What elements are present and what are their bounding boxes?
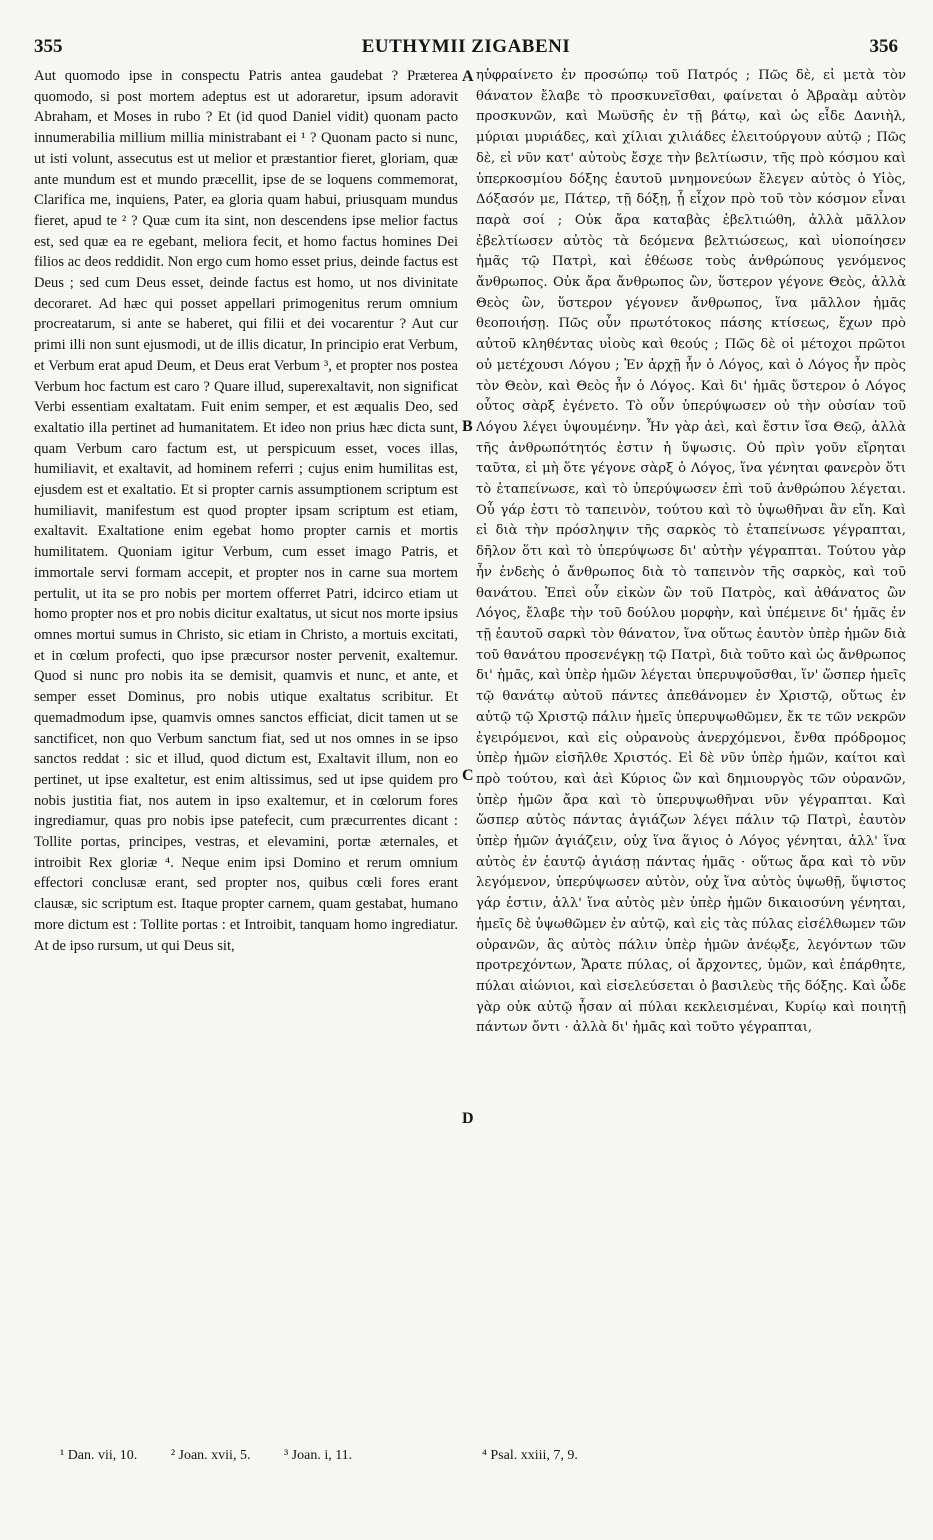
section-marker-c: C (462, 767, 474, 784)
latin-column (34, 66, 458, 1436)
footnote-3: ³ Joan. i, 11. (283, 1448, 353, 1463)
page-number-left: 355 (34, 36, 63, 57)
greek-paragraph: ηὐφραίνετο ἐν προσώπῳ τοῦ Πατρός ; Πῶς δὲ, εἰ μετὰ τὸν θάνατον ἔλαβε τὸ προσκυνεῖσθαι, φαίνεται ὁ Ἀβραὰμ αὐτὸν προσκυνῶν, καὶ Μωϋσῆς ἐν τῇ βάτῳ, καὶ ὡς εἶδε Δανιὴλ, μύριαι μυριάδες, καὶ χίλιαι χιλιάδες ἐλειτούργουν αὐτῷ ; Πῶς δὲ, εἰ νῦν κατ' αὐτοὺς ἔσχε τὴν βελτίωσιν, τῆς πρὸ κόσμου καὶ ὑπερκοσμίου δόξης ἑαυτοῦ μνημονεύων ἔλεγεν αὐτὸς ὁ Υἱὸς, Δόξασόν με, Πάτερ, τῇ δόξῃ, ᾗ εἶχον πρὸ τοῦ τὸν κόσμον εἶναι παρὰ σοί ; Οὐκ ἄρα καταβὰς ἐβελτιώθη, ἀλλὰ μᾶλλον ἐβελτίωσεν αὐτὸς τὰ δεόμενα βελτιώσεως, καὶ υἱοποίησεν ἡμᾶς τῷ Πατρὶ, καὶ ἐθέωσε τοὺς ἀνθρώπους γενόμενος ἄνθρωπος. Οὐκ ἄρα ἄνθρωπος ὢν, ὕστερον γέγονε Θεὸς, ἀλλὰ Θεὸς ὢν, ὕστερον γέγονεν ἄνθρωπος, ἵνα μᾶλλον ἡμᾶς θεοποιήσῃ. Πῶς οὖν πρωτότοκος πάσης κτίσεως, ἔχων πρὸ αὐτοῦ κληθέντας υἱοὺς καὶ θεούς ; Πῶς δὲ οἱ μέτοχοι πρῶτοι οὐ μετέχουσι Λόγου ; Ἐν ἀρχῇ ἦν ὁ Λόγος, καὶ ὁ Λόγος ἦν πρὸς τὸν Θεὸν, καὶ Θεὸς ἦν ὁ Λόγος. Καὶ δι' ἡμᾶς ὕστερον ὁ Λόγος οὗτος σὰρξ ἐγένετο. Τὸ οὖν ὑπερύψωσεν οὐ τὴν οὐσίαν τοῦ Λόγου λέγει ὑψουμένην. Ἦν γὰρ ἀεὶ, καὶ ἔστιν ἴσα Θεῷ, ἀλλὰ τῆς ἀνθρωπότητός ἐστιν ἡ ὕψωσις. Οὐ πρὶν γοῦν εἴρηται ταῦτα, εἰ μὴ ὅτε γέγονε σὰρξ ὁ Λόγος, ἵνα γένηται φανερὸν ὅτι τὸ ἐταπείνωσε, καὶ τὸ ὑπερύψωσεν ἐπὶ τοῦ ἀνθρώπου λέγεται. Οὗ γάρ ἐστι τὸ ταπεινὸν, τούτου καὶ τὸ ὑψωθῆναι ἂν εἴη. Καὶ εἰ διὰ τὴν πρόσληψιν τῆς σαρκὸς τὸ ἐταπείνωσε γέγραπται, δῆλον ὅτι καὶ τὸ ὑπερύψωσε δι' αὐτὴν γέγραπται. Τούτου γὰρ ἦν ἐνδεὴς ὁ ἄνθρωπος διὰ τὸ ταπεινὸν τῆς σαρκὸς, καὶ τοῦ θανάτου. Ἐπεὶ οὖν εἰκὼν ὢν τοῦ Πατρὸς, καὶ ἀθάνατος ὢν Λόγος, ἔλαβε τὴν τοῦ δούλου μορφὴν, καὶ ὑπέμεινε δι' ἡμᾶς ἐν τῇ ἑαυτοῦ σαρκὶ τὸν θάνατον, ἵνα οὕτως ἑαυτὸν ὑπὲρ ἡμῶν διὰ τοῦ θανάτου προσενέγκῃ τῷ Πατρὶ, διὰ τοῦτο καὶ ὡς ἄνθρωπος δι' ἡμᾶς, καὶ ὑπὲρ ἡμῶν λέγεται ὑπερυψοῦσθαι, ἵν' ὥσπερ ἡμεῖς τῷ θανάτῳ αὐτοῦ πάντες ἀπεθάνομεν ἐν Χριστῷ, οὕτως ἐν αὐτῷ τῷ Χριστῷ πάλιν ἡμεῖς ὑπερυψωθῶμεν, ἔκ τε τῶν νεκρῶν ἐγειρόμενοι, καὶ εἰς οὐρανοὺς ἀνερχόμενοι, ἔνθα πρόδρομος ὑπὲρ ἡμῶν εἰσῆλθε Χριστός. Εἰ δὲ νῦν ὑπὲρ ἡμῶν, καίτοι καὶ πρὸ τούτου, καὶ ἀεὶ Κύριος ὢν καὶ δημιουργὸς τῶν οὐρανῶν, ὑπὲρ ἡμῶν ἄρα καὶ τὸ ὑπερυψωθῆναι νῦν γέγραπται. Καὶ ὥσπερ αὐτὸς πάντας ἁγιάζων λέγει πάλιν τῷ Πατρὶ, ἑαυτὸν ὑπὲρ ἡμῶν ἁγιάζειν, οὐχ ἵνα ἅγιος ὁ Λόγος γένηται, ἀλλ' ἵνα αὐτὸς ἐν ἑαυτῷ ἁγιάσῃ πάντας ἡμᾶς · οὕτως ἄρα καὶ τὸ νῦν λεγόμενον, ὑπερύψωσεν αὐτὸν, οὐχ ἵνα αὐτὸς ὑψωθῇ, ὕψιστος γάρ ἐστιν, ἀλλ' ἵνα αὐτὸς μὲν ὑπὲρ ἡμῶν δικαιοσύνη γένηται, ἡμεῖς δὲ ὑψωθῶμεν ἐν αὐτῷ, καὶ εἰς τὰς πύλας εἰσέλθωμεν τῶν οὐρανῶν, ἃς αὐτὸς πάλιν ὑπὲρ ἡμῶν ἀνέῳξε, λεγόντων τῶν προτρεχόντων, Ἄρατε πύλας, οἱ ἄρχοντες, ὑμῶν, καὶ ἐπάρθητε, πύλαι αἰώνιοι, καὶ εἰσελεύσεται ὁ βασιλεὺς τῆς δόξης. Καὶ ὧδε γὰρ οὐκ αὐτῷ ἦσαν αἱ πύλαι κεκλεισμέναι, Κυρίῳ καὶ ποιητῇ πάντων ὄντι · ἀλλὰ δι' ἡμᾶς καὶ τοῦτο γέγραπται, (476, 68, 906, 1036)
footnote-1: ¹ Dan. vii, 10. (60, 1448, 138, 1463)
footnote-4: ⁴ Psal. xxiii, 7, 9. (482, 1448, 578, 1463)
section-marker-a: A (462, 68, 474, 85)
section-marker-b: B (462, 418, 473, 435)
section-marker-d: D (462, 1110, 474, 1127)
running-title: EUTHYMII ZIGABENI (361, 36, 571, 57)
greek-column (476, 66, 906, 1436)
latin-paragraph: Aut quomodo ipse in conspectu Patris antea gaudebat ? Præterea quomodo, si post mortem adeptus est ut adoraretur, ipsum adoravit Abraham, et Moses in rubo ? Et (id quod Daniel vidit) quonam pacto innumerabilia millium millia ministrabant ei ¹ ? Quonam pacto si nunc, ut isti volunt, assecutus est ut melior et præstantior fieret, gloriam, quæ ante mundum est et mundo præcellit, ipse de se loquens commemorat, Clarifica me, inquiens, Pater, ea gloria quam habui, priusquam mundus fieret, apud te ² ? Quæ cum ita sint, non descendens ipse melior factus est, sed quæ ea re egebant, meliora fecit, et homo factus homines Dei filios ac deos reddidit. Non ergo cum homo esset prius, deinde factus est Deus ; sed cum Deus esset, deinde factus est homo, ut nos divinitate decoraret. Ad hæc qui posset appellari primogenitus rerum omnium procreatarum, si ante se haberet, qui filii et dei vocarentur ? Aut cur primi illi non sunt ejusmodi, ut de illis dicatur, In principio erat Verbum, et Verbum erat apud Deum, et Deus erat Verbum ³, et propter nos postea Verbum hoc factum est caro ? Quare illud, superexaltavit, non significat Verbi essentiam exaltatam. Fuit enim semper, et est æqualis Deo, sed exaltatio illa pertinet ad humanitatem. Et ideo non prius hæc dicta sunt, quam Verbum caro factum est, ut perspicuum esset, voces illas, humiliavit, et exaltavit, ad hominem referri ; cujus enim humilitas est, ejusdem est et exaltatio. Et si propter carnis assumptionem scriptum est humiliavit, manifestum est quod propter ipsam scriptum est etiam, exaltavit. Exaltatione enim egebat homo propter carnis et mortis humilitatem. Quoniam igitur Verbum, cum esset imago Patris, et immortale servi formam accepit, et propter nos in carne sua mortem pertulit, ut ita se pro nobis per mortem offerret Patri, idcirco etiam ut homo propter nos et pro nobis dicitur exaltatus, ut sicut nos morte ipsius omnes mortui sumus in Christo, sic etiam in Christo, a mortuis excitati, et in cœlum profecti, quo ipse præcursor noster pervenit, exaltemur. Quod si nunc pro nobis ita se demisit, quamvis et nunc, et ante, et semper esset Dominus, pro nobis utique exaltatus scribitur. Et quemadmodum ipse, quamvis omnes sanctos efficiat, dicit tamen ut se sanctificet, non quo Verbum sanctum fiat, sed ut nos omnes in se ipso sanctos reddat : sic et illud, quod dictum est, Exaltavit illum, non eo pertinet, ut ipse exaltetur, est enim altissimus, sed ut ipse quidem pro nobis justitia fiat, nos autem in ipso exaltemur, et in cœlorum fores ingrediamur, quas pro nobis ipse patefecit, cum præcurrentes dicant : Tollite portas, principes, vestras, et elevamini, portæ æternales, et introibit Rex gloriæ ⁴. Neque enim ipsi Domino et rerum omnium effectori conclusæ erant, sed propter nos, quibus cœli fores erant clausæ, sic scriptum est. Itaque propter carnem, quam gestabat, humano more dictum est : Tollite portas : et Introibit, tanquam homo ingrediatur. At de ipso rursum, ut qui Deus sit, (34, 68, 458, 954)
page-header (34, 36, 898, 62)
footnotes-left (60, 1448, 460, 1472)
footnotes-right (482, 1448, 882, 1472)
footnote-2: ² Joan. xvii, 5. (170, 1448, 251, 1463)
page-number-right: 356 (869, 36, 898, 57)
